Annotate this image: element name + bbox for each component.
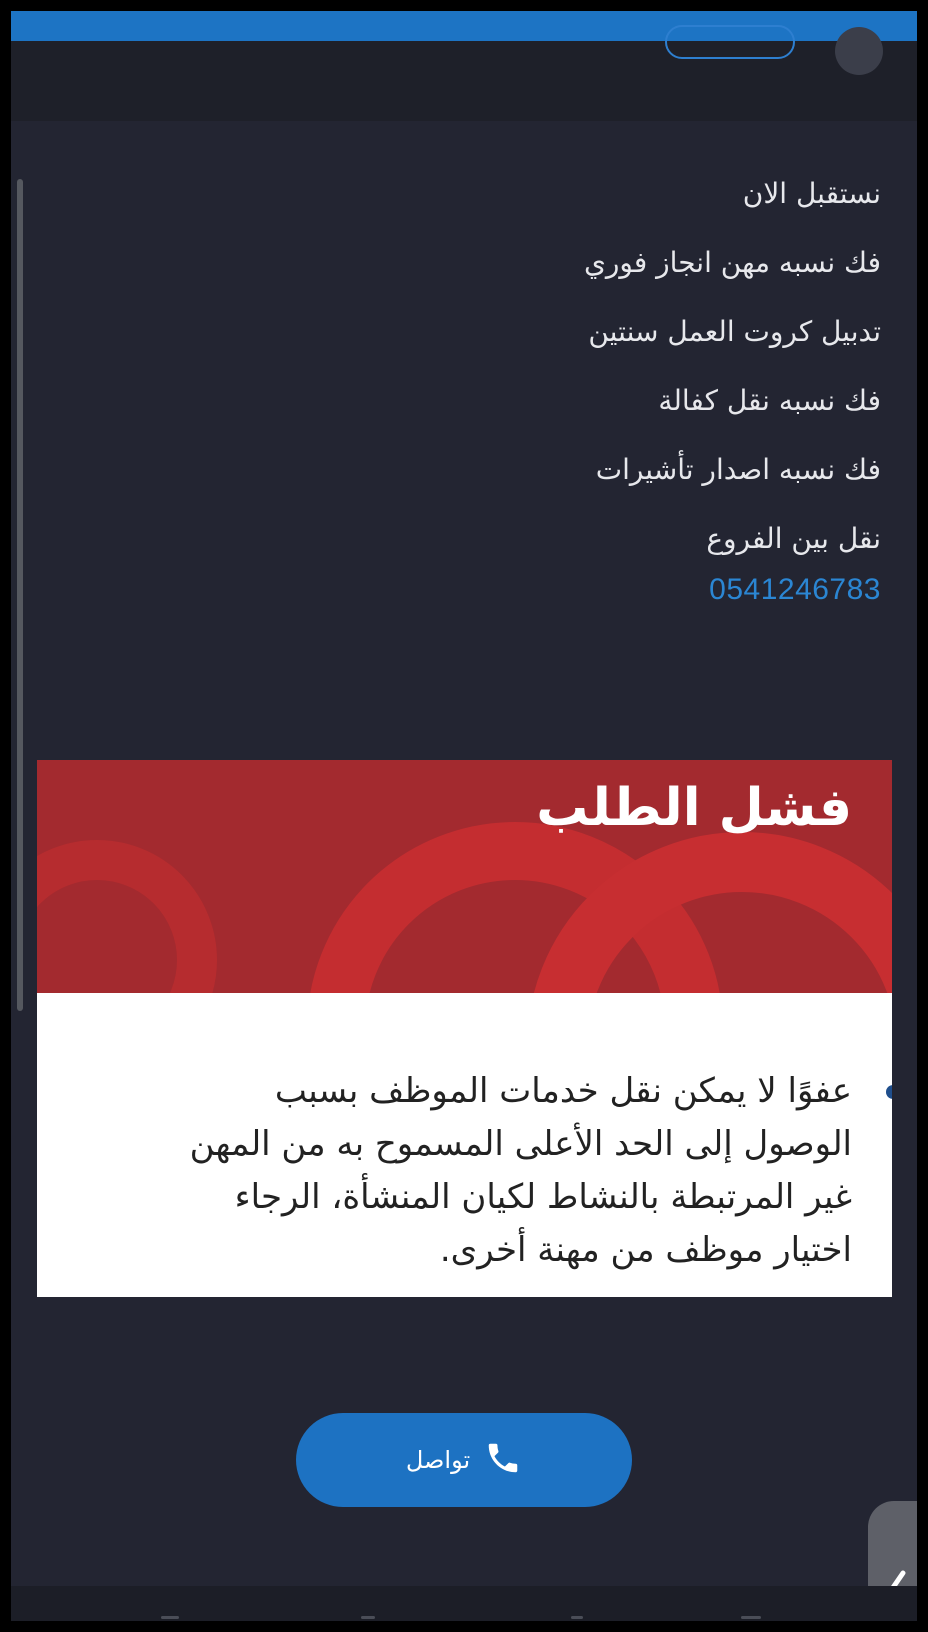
error-banner [37,760,892,993]
service-item: نستقبل الان [742,177,881,210]
nav-indicator [741,1616,761,1619]
service-item: فك نسبه نقل كفالة [658,384,881,417]
header-avatar[interactable] [835,27,883,75]
nav-indicator [161,1616,179,1619]
phone-icon [484,1439,522,1481]
error-message [162,1065,852,1277]
nav-indicator [361,1616,375,1619]
contact-button-label: تواصل [405,1446,471,1474]
header-bar [11,41,917,121]
services-list [281,159,881,573]
error-message-text: عفوًا لا يمكن نقل خدمات الموظف بسبب الوصول إلى الحد الأعلى المسموح به من المهن غير المرتبطة بالنشاط لكيان المنشأة، الرجاء اختيار موظف من مهنة أخرى. [189,1071,852,1270]
service-item: فك نسبه مهن انجاز فوري [583,246,881,279]
error-screenshot-card [37,760,892,1297]
service-item: فك نسبه اصدار تأشيرات [595,453,881,486]
service-item: تدبيل كروت العمل سنتين [588,315,881,348]
service-item: نقل بين الفروع [706,522,881,555]
app-screen [11,11,917,1621]
bottom-navigation-bar [11,1586,917,1621]
banner-decoration [37,840,217,993]
bullet-icon [886,1085,892,1099]
contact-button[interactable] [296,1413,632,1507]
error-body [37,993,892,1297]
nav-indicator [571,1616,583,1619]
header-button[interactable] [665,25,795,59]
phone-number-link[interactable]: 0541246783 [709,573,881,606]
scrollbar[interactable] [17,179,23,1011]
error-title: فشل الطلب [536,778,852,838]
